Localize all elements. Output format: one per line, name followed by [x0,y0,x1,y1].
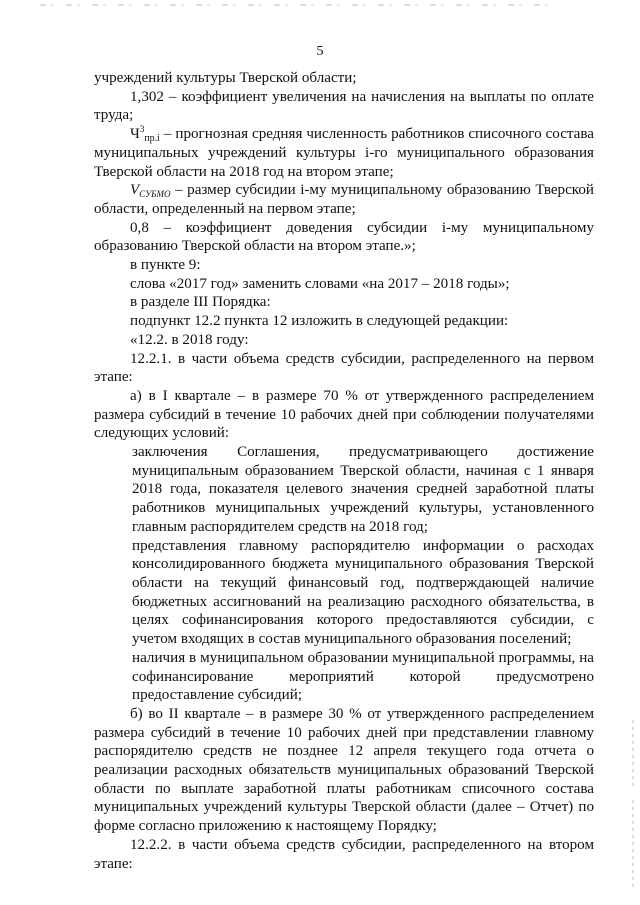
paragraph: 12.2.1. в части объема средств субсидии, распределенного на первом этапе: [94,350,594,386]
paragraph-text: – размер субсидии i-му муниципальному образованию Тверской области, определенный на первом этапе; [94,182,594,217]
paragraph [94,181,594,218]
paragraph: а) в I квартале – в размере 70 % от утвержденного распределением размера субсидий в течение 10 рабочих дней при соблюдении получателями следующих условий: [94,387,594,442]
paragraph: 0,8 – коэффициент доведения субсидии i-му муниципальному образованию Тверской области на втором этапе.»; [94,219,594,255]
paragraph: в пункте 9: [130,257,201,274]
formula-subscript: СУБМО [139,189,171,200]
paragraph: наличия в муниципальном образовании муниципальной программы, на софинансирование мероприятий которой предусмотрено предоставление субсидий; [132,649,594,704]
paragraph: «12.2. в 2018 году: [130,331,249,348]
paragraph: подпункт 12.2 пункта 12 изложить в следующей редакции: [130,313,509,330]
formula-symbol: V [130,182,140,199]
scan-artifact-edge [632,720,634,790]
paragraph: слова «2017 год» заменить словами «на 2017 – 2018 годы»; [130,275,510,292]
scan-artifact-edge [632,800,634,890]
paragraph: учреждений культуры Тверской области; [94,70,357,86]
paragraph: б) во II квартале – в размере 30 % от утвержденного распределением размера субсидий в течение 10 рабочих дней при представлении главному распорядителю средств не позднее 12 апреля текущего года отчета о реализации расходных обязательств муниципальных образований Тверской области по выплате заработной платы работникам списочного состава муниципальных учреждений культуры Тверской области (далее – Отчет) по форме согласно приложению к настоящему Порядку; [94,705,594,835]
paragraph: в разделе III Порядка: [130,294,271,311]
paragraph [94,125,594,181]
document-body [94,69,594,873]
paragraph-text: – прогнозная средняя численность работников списочного состава муниципальных учреждений культуры i-го муниципального образования Тверской области на 2018 год на втором этапе; [94,126,594,180]
formula-subscript: пр.i [144,133,160,145]
page-number: 5 [316,44,324,59]
paragraph: 1,302 – коэффициент увеличения на начисления на выплаты по оплате труда; [94,88,594,124]
scan-artifact-top [40,4,560,6]
formula-superscript: 3 [139,124,145,135]
formula-symbol: Ч [130,126,140,143]
paragraph: представления главному распорядителю информации о расходах консолидированного бюджета муниципального образования Тверской области на текущий финансовый год, подтверждающей наличие бюджетных ассигнований на реализацию расходного обязательства, в целях софинансирования которого предоставляются субсидии, с учетом входящих в состав муниципального образования поселений; [132,537,594,648]
paragraph: заключения Соглашения, предусматривающего достижение муниципальным образованием Тверской области, начиная с 1 января 2018 года, показателя целевого значения средней заработной платы работников муниципальных учреждений культуры, установленного главным распорядителем средств на 2018 год; [132,444,594,535]
paragraph: 12.2.2. в части объема средств субсидии, распределенного на втором этапе: [94,836,594,872]
